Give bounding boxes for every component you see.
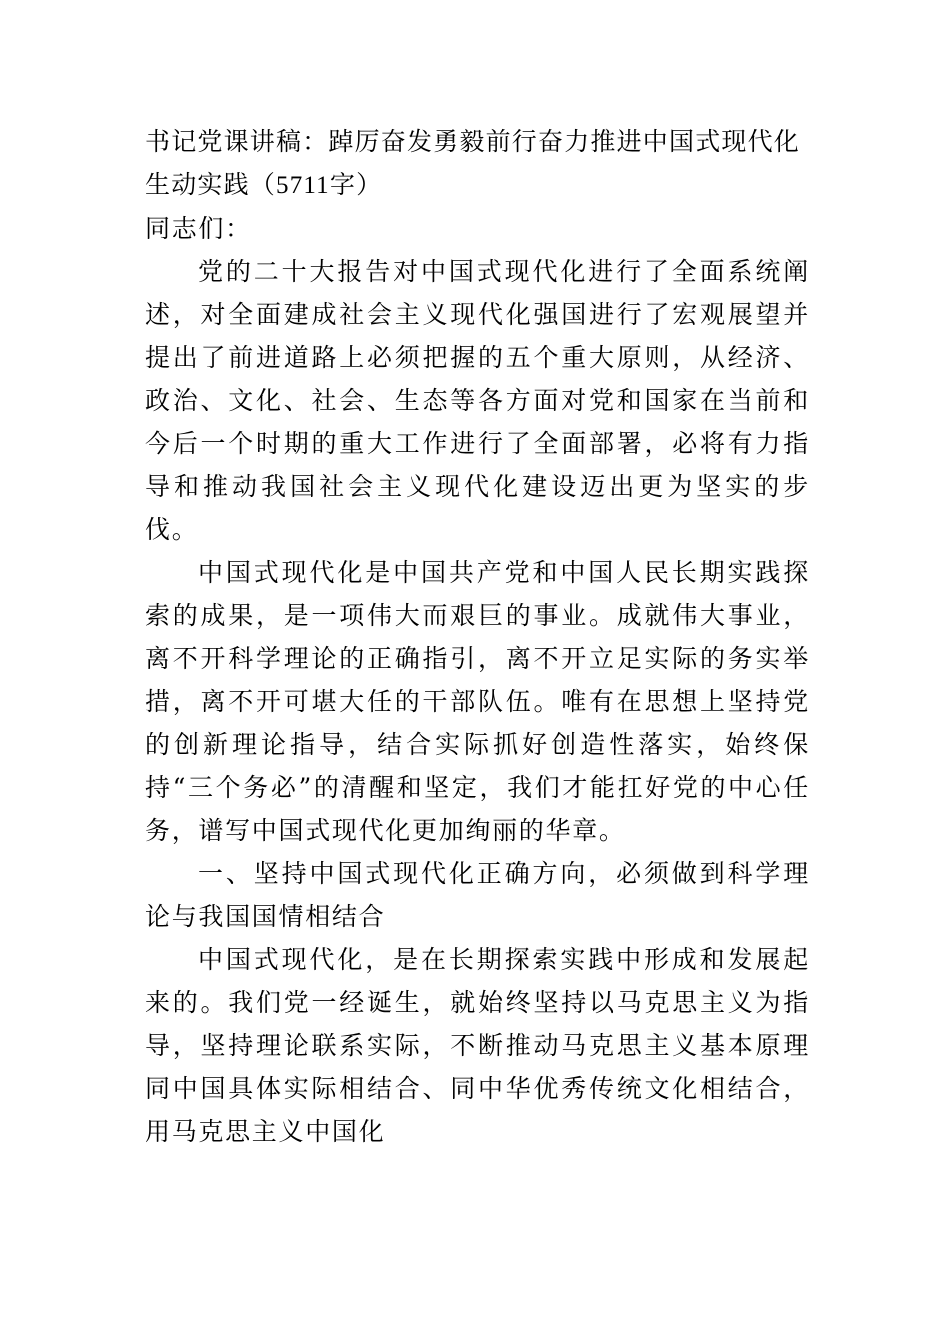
paragraph-2: 中国式现代化是中国共产党和中国人民长期实践探索的成果，是一项伟大而艰巨的事业。成就伟大事业，离不开科学理论的正确指引，离不开立足实际的务实举措，离不开可堪大任的干部队伍。唯有在思想上坚持党的创新理论指导，结合实际抓好创造性落实，始终保持“三个务必”的清醒和坚定，我们才能扛好党的中心任务，谱写中国式现代化更加绚丽的华章。	[145, 558, 810, 845]
section-paragraph: 中国式现代化，是在长期探索实践中形成和发展起来的。我们党一经诞生，就始终坚持以马克思主义为指导，坚持理论联系实际，不断推动马克思主义基本原理同中国具体实际相结合、同中华优秀传统文化相结合，用马克思主义中国化	[145, 945, 810, 1146]
document-body	[145, 120, 810, 1153]
title-main: 书记党课讲稿：踔厉奋发勇毅前行奋力推进中国式现代化生动实践	[145, 127, 801, 199]
title-word-count: （5711字）	[249, 172, 383, 199]
document-title	[145, 120, 810, 207]
paragraph-1: 党的二十大报告对中国式现代化进行了全面系统阐述，对全面建成社会主义现代化强国进行了宏观展望并提出了前进道路上必须把握的五个重大原则，从经济、政治、文化、社会、生态等各方面对党和国家在当前和今后一个时期的重大工作进行了全面部署，必将有力指导和推动我国社会主义现代化建设迈出更为坚实的步伐。	[145, 257, 810, 544]
salutation: 同志们：	[145, 214, 252, 243]
section-heading: 一、坚持中国式现代化正确方向，必须做到科学理论与我国国情相结合	[145, 859, 810, 931]
